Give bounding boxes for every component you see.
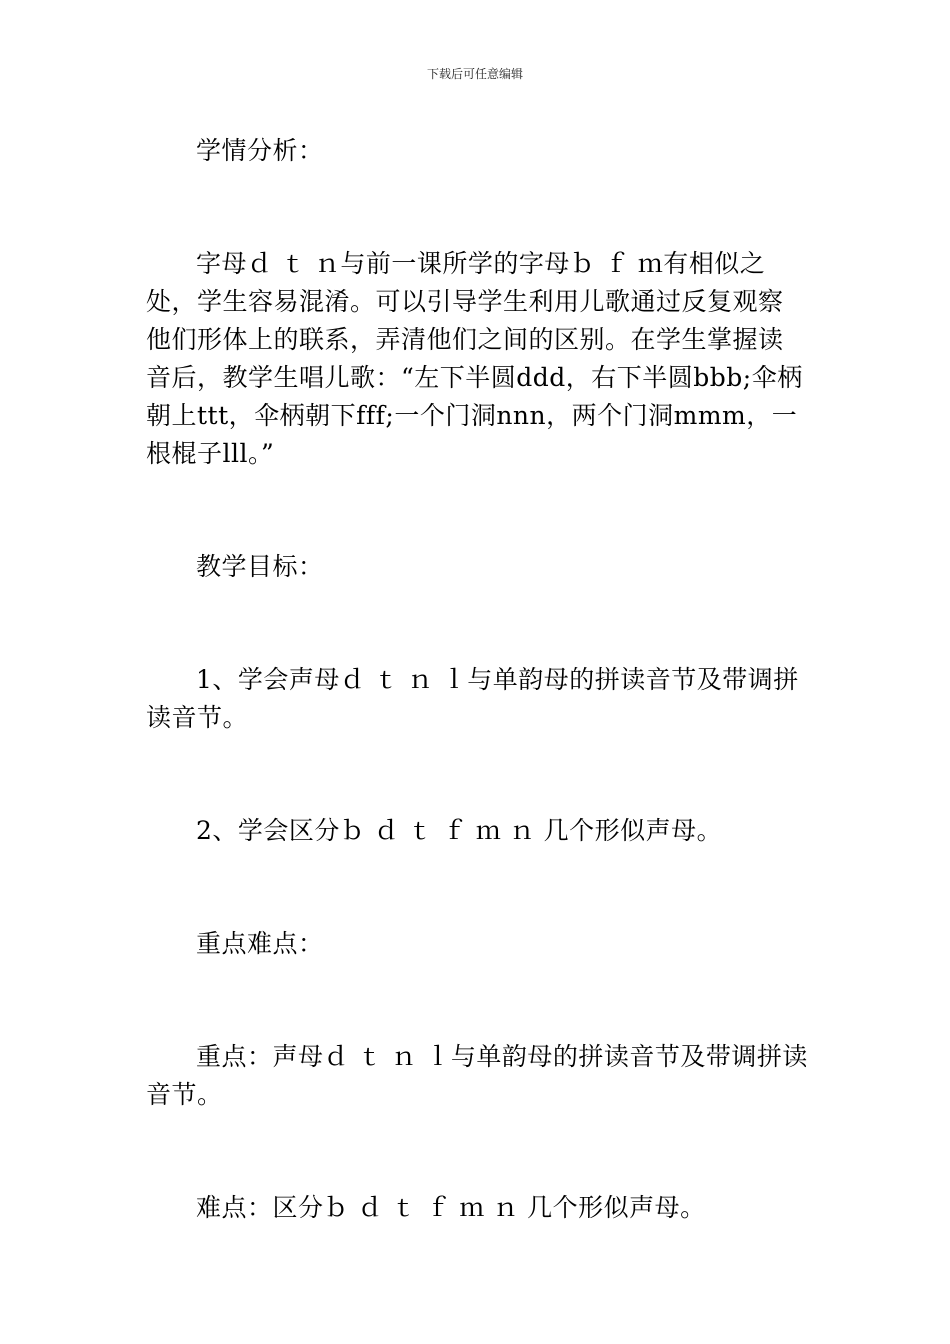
page-header: 下载后可任意编辑 <box>426 67 523 81</box>
goals-heading: 教学目标： <box>196 552 324 581</box>
key-point-paragraph: 重点：声母ｄ ｔ ｎ ｌ与单韵母的拼读音节及带调拼读音节。 <box>146 1042 808 1109</box>
goal-item-1: 1、学会声母ｄ ｔ ｎ ｌ与单韵母的拼读音节及带调拼读音节。 <box>146 665 799 732</box>
goal-item-2: 2、学会区分ｂ ｄ ｔ ｆ ｍ ｎ 几个形似声母。 <box>196 816 723 845</box>
key-difficult-heading: 重点难点： <box>196 929 324 958</box>
difficult-point-paragraph: 难点：区分ｂ ｄ ｔ ｆ ｍ ｎ 几个形似声母。 <box>196 1193 706 1222</box>
document-body <box>146 132 808 1227</box>
analysis-paragraph: 字母ｄ ｔ ｎ与前一课所学的字母ｂ ｆ ｍ有相似之处，学生容易混淆。可以引导学生利用儿歌通过反复观察他们形体上的联系，弄清他们之间的区别。在学生掌握读音后，教学生唱儿歌：“左下半圆ddd，右下半圆bbb;伞柄朝上ttt，伞柄朝下fff;一个门洞nnn，两个门洞mmm，一根棍子lll。” <box>146 249 803 468</box>
analysis-heading: 学情分析： <box>196 136 324 165</box>
